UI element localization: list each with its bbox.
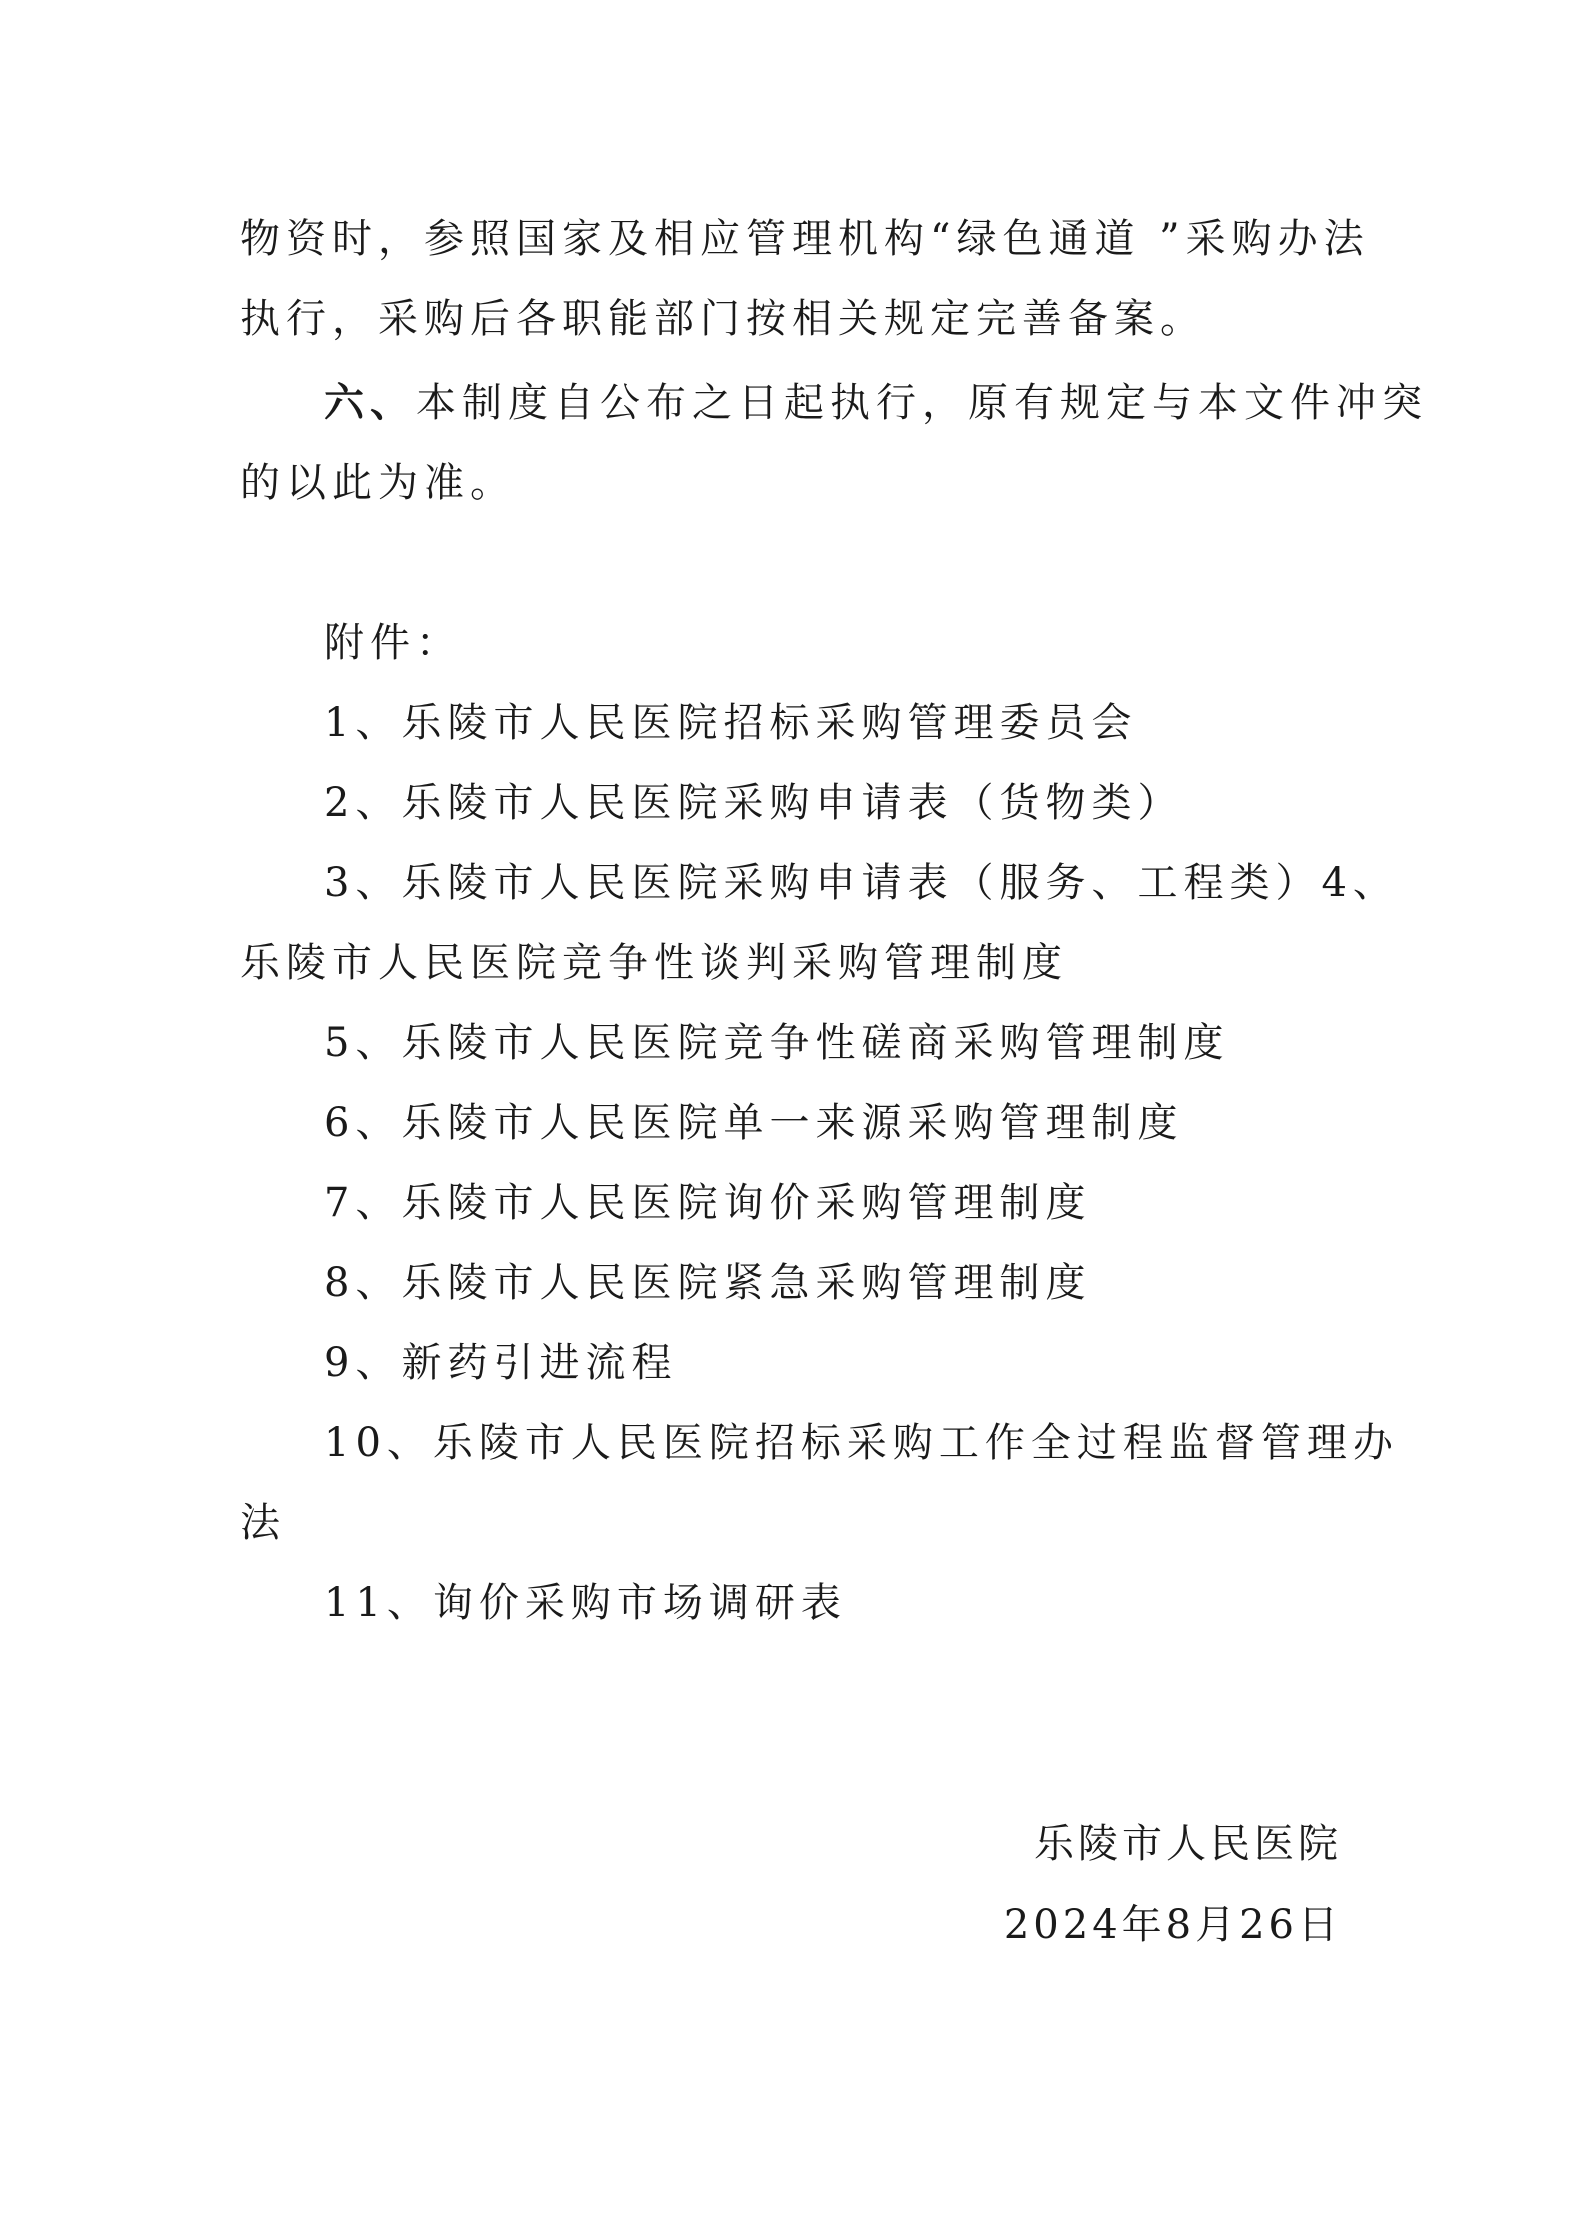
- attachment-item-8: 8、乐陵市人民医院紧急采购管理制度: [324, 1260, 1092, 1306]
- attachment-item-1: 1、乐陵市人民医院招标采购管理委员会: [324, 700, 1138, 746]
- attachments-heading: 附件：: [324, 620, 462, 666]
- signature-date: 2024年8月26日: [1003, 1902, 1342, 1948]
- attachment-item-7: 7、乐陵市人民医院询价采购管理制度: [324, 1180, 1092, 1226]
- body-line-1: 物资时，参照国家及相应管理机构“绿色通道 ”采购办法: [240, 216, 1370, 262]
- attachment-item-6: 6、乐陵市人民医院单一来源采购管理制度: [324, 1100, 1184, 1146]
- signature-organization: 乐陵市人民医院: [1034, 1821, 1342, 1867]
- attachment-item-5: 5、乐陵市人民医院竞争性磋商采购管理制度: [324, 1020, 1230, 1066]
- para-six-line-2: 的以此为准。: [240, 460, 516, 506]
- para-six-text: 本制度自公布之日起执行，原有规定与本文件冲突: [416, 380, 1428, 426]
- attachment-item-3: 3、乐陵市人民医院采购申请表（服务、工程类）4、: [324, 860, 1399, 906]
- para-six-line-1: [324, 376, 1428, 430]
- attachment-item-3-continued: 乐陵市人民医院竞争性谈判采购管理制度: [240, 940, 1068, 986]
- attachment-item-10: 10、乐陵市人民医院招标采购工作全过程监督管理办: [324, 1420, 1399, 1466]
- attachment-item-10-continued: 法: [240, 1500, 286, 1546]
- body-line-2: 执行，采购后各职能部门按相关规定完善备案。: [240, 296, 1206, 342]
- attachment-item-2: 2、乐陵市人民医院采购申请表（货物类）: [324, 780, 1184, 826]
- attachment-item-9: 9、新药引进流程: [324, 1340, 678, 1386]
- para-six-heading: 六、: [324, 379, 416, 426]
- attachment-item-11: 11、询价采购市场调研表: [324, 1580, 847, 1626]
